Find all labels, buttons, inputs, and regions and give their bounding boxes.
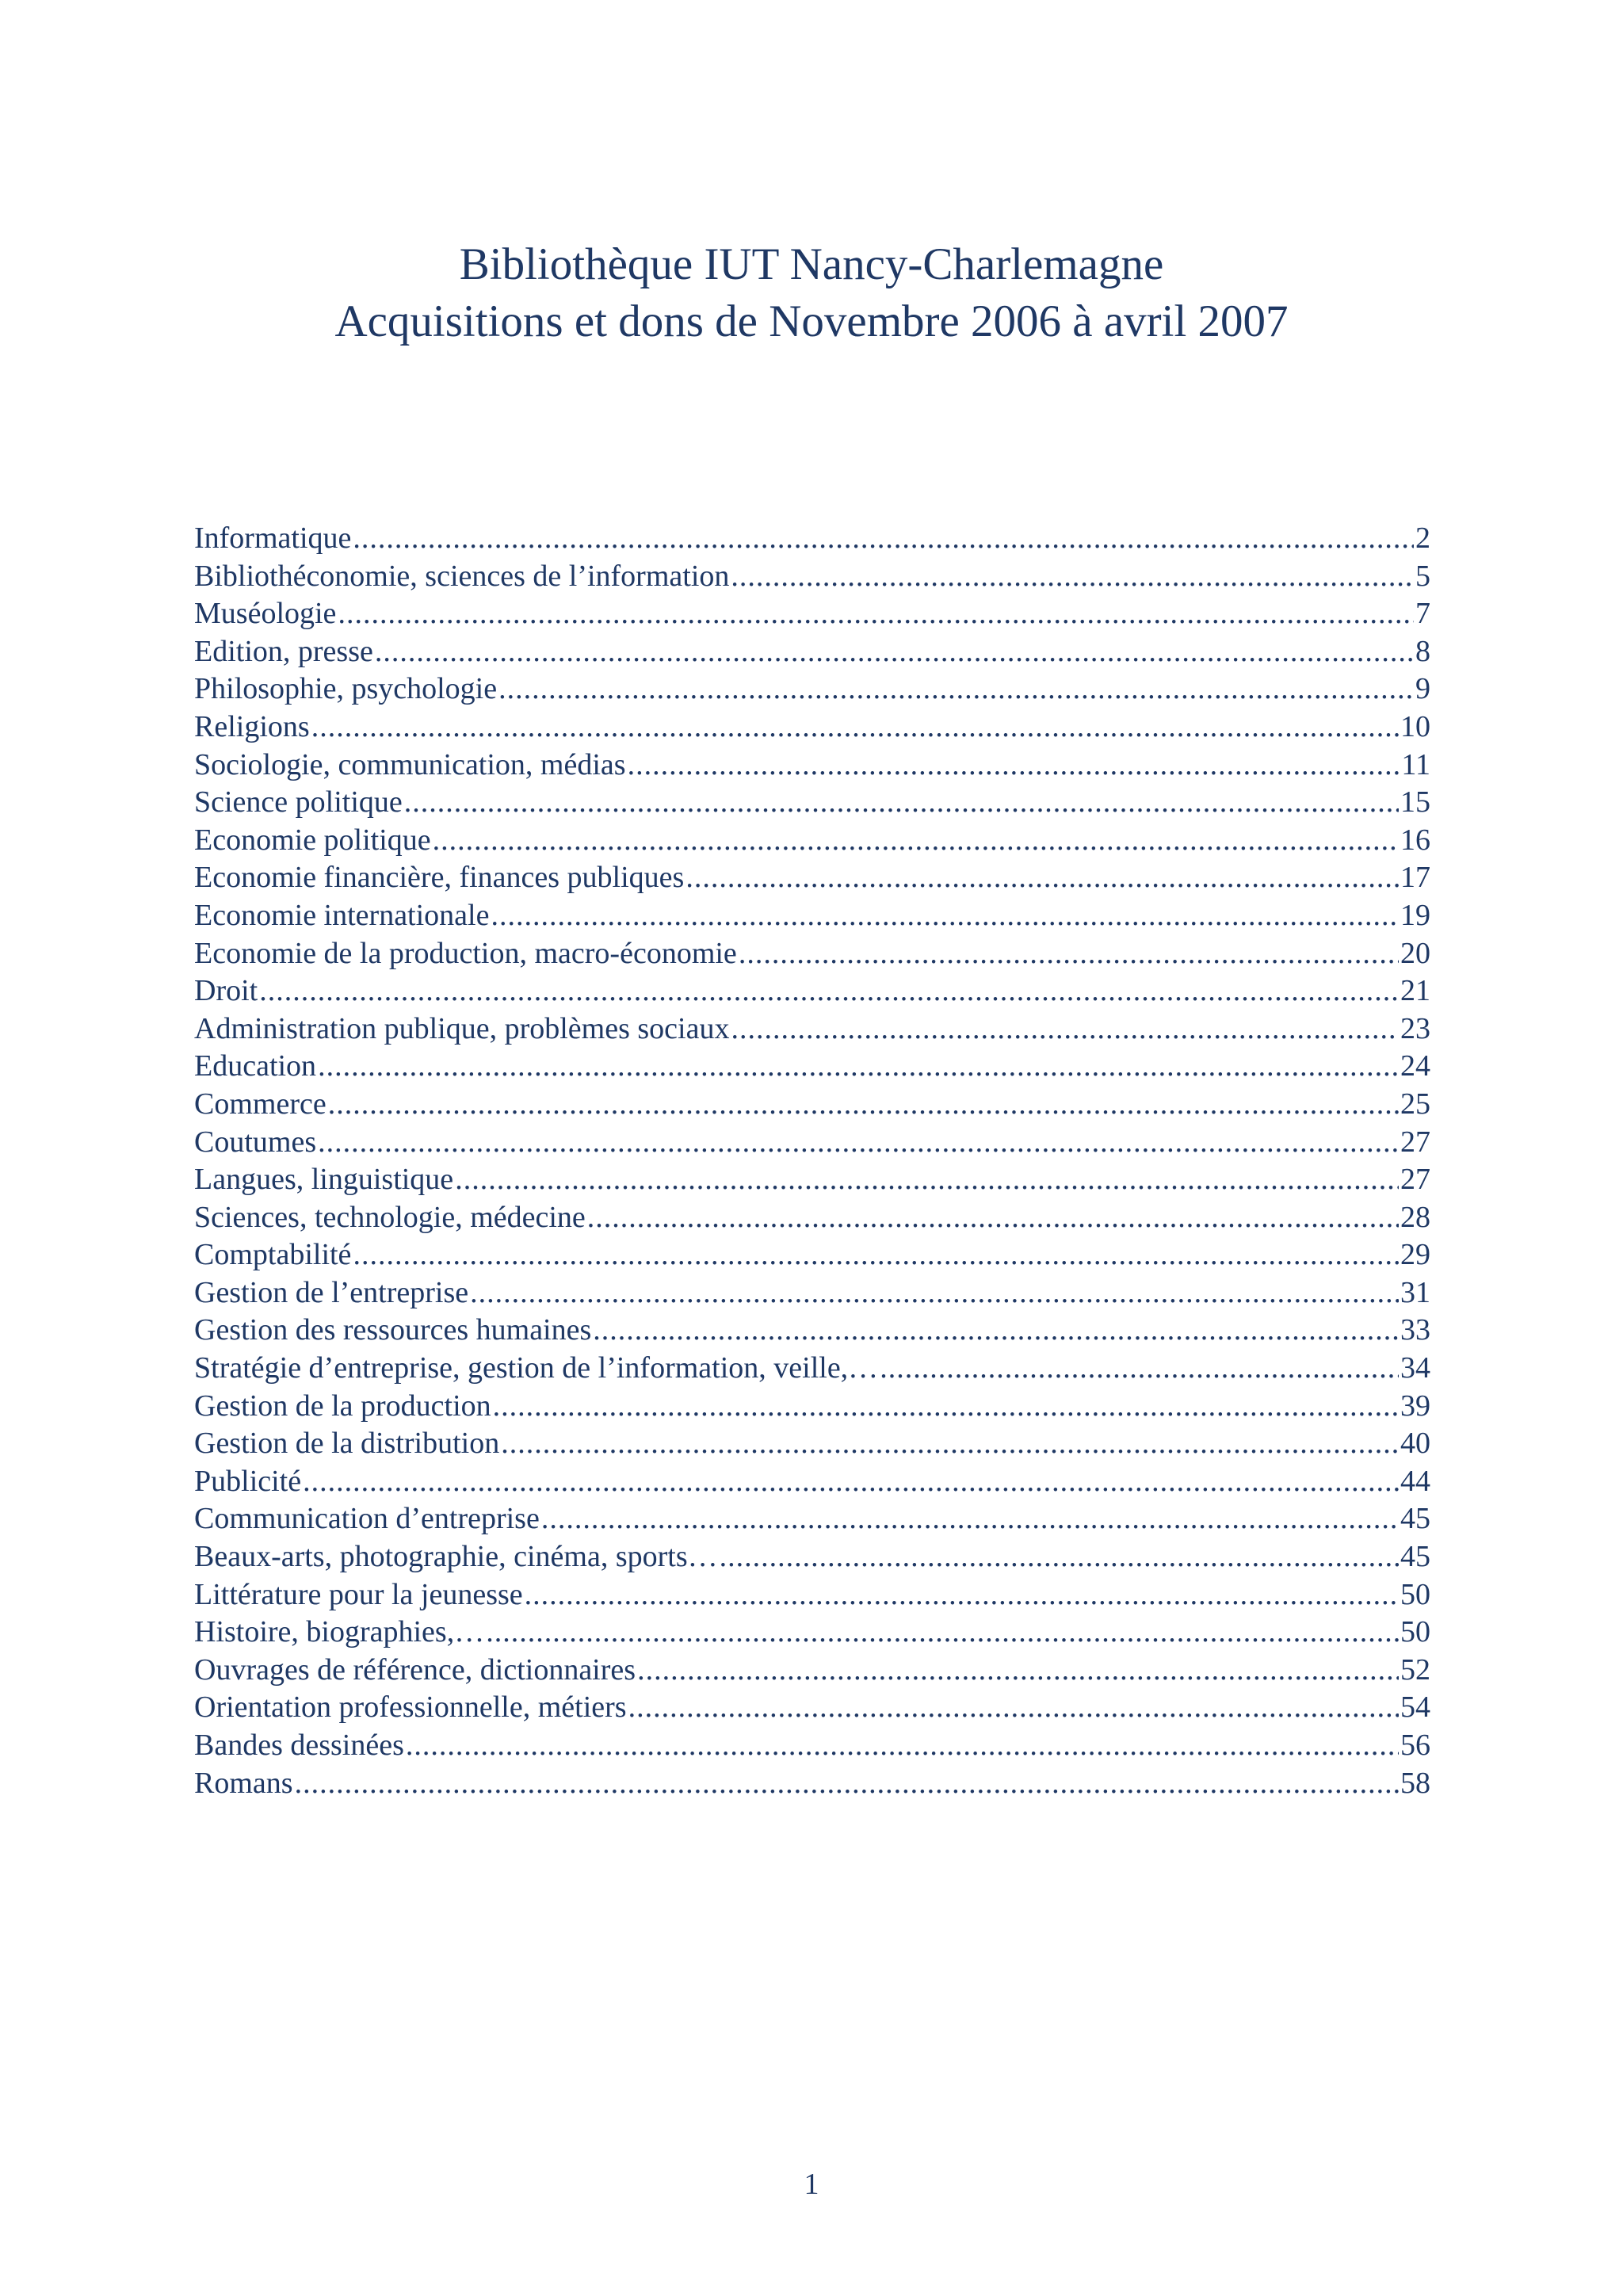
toc-entry[interactable]	[194, 972, 1430, 1010]
toc-entry-page: 11	[1401, 747, 1430, 781]
toc-entry-label: Bibliothéconomie, sciences de l’information	[194, 559, 730, 593]
toc-dot-leader	[353, 520, 1414, 558]
toc-entry[interactable]	[194, 1500, 1430, 1538]
toc-entry-label: Informatique	[194, 521, 352, 555]
toc-entry-page: 45	[1400, 1502, 1430, 1536]
toc-entry-label: Romans	[194, 1766, 293, 1800]
toc-entry-page: 50	[1400, 1577, 1430, 1611]
toc-dot-leader	[731, 558, 1414, 596]
toc-entry-label: Gestion des ressources humaines	[194, 1313, 592, 1347]
toc-entry-page: 25	[1400, 1087, 1430, 1121]
toc-entry[interactable]	[194, 747, 1430, 785]
toc-dot-leader	[406, 1727, 1399, 1765]
toc-entry[interactable]	[194, 1199, 1430, 1237]
toc-entry-page: 34	[1400, 1351, 1430, 1385]
toc-entry[interactable]	[194, 822, 1430, 860]
toc-entry-page: 20	[1400, 936, 1430, 970]
toc-entry-label: Coutumes	[194, 1125, 317, 1159]
toc-entry-label: Gestion de la production	[194, 1389, 491, 1423]
toc-entry-label: Religions	[194, 709, 310, 743]
toc-dot-leader	[338, 595, 1414, 633]
toc-dot-leader	[525, 1576, 1399, 1614]
toc-entry-page: 56	[1400, 1729, 1430, 1762]
toc-entry[interactable]	[194, 1161, 1430, 1199]
toc-entry-label: Economie politique	[194, 823, 431, 857]
toc-entry-page: 54	[1400, 1690, 1430, 1725]
toc-entry[interactable]	[194, 1727, 1430, 1765]
toc-entry-page: 21	[1400, 974, 1430, 1008]
toc-entry-page: 15	[1400, 785, 1430, 819]
toc-entry[interactable]	[194, 1765, 1430, 1803]
toc-entry-page: 17	[1400, 861, 1430, 895]
toc-entry[interactable]	[194, 520, 1430, 558]
toc-dot-leader	[493, 1388, 1399, 1426]
toc-entry-page: 27	[1400, 1125, 1430, 1159]
toc-dot-leader	[637, 1652, 1399, 1690]
toc-entry[interactable]	[194, 1425, 1430, 1463]
toc-entry-page: 9	[1415, 672, 1430, 706]
toc-entry-page: 52	[1400, 1652, 1430, 1687]
toc-entry-label: Administration publique, problèmes sociaux	[194, 1011, 730, 1045]
toc-entry[interactable]	[194, 1010, 1430, 1049]
toc-dot-leader	[311, 709, 1399, 747]
toc-dot-leader	[328, 1086, 1399, 1124]
toc-entry-label: Economie internationale	[194, 898, 490, 932]
toc-dot-leader	[541, 1500, 1399, 1538]
toc-entry[interactable]	[194, 1048, 1430, 1086]
toc-entry-label: Langues, linguistique	[194, 1163, 454, 1197]
toc-entry-page: 33	[1400, 1313, 1430, 1347]
toc-entry[interactable]	[194, 859, 1430, 897]
toc-entry[interactable]	[194, 1236, 1430, 1274]
toc-entry[interactable]	[194, 784, 1430, 822]
toc-entry-label: Bandes dessinées	[194, 1729, 404, 1762]
toc-entry-page: 24	[1400, 1049, 1430, 1083]
toc-entry[interactable]	[194, 1614, 1430, 1652]
toc-entry-page: 31	[1400, 1275, 1430, 1309]
toc-entry-label: Stratégie d’entreprise, gestion de l’information, veille,…	[194, 1351, 879, 1385]
toc-entry-label: Edition, presse	[194, 634, 373, 668]
toc-entry-label: Sociologie, communication, médias	[194, 747, 626, 781]
toc-entry-page: 10	[1400, 709, 1430, 743]
toc-entry-label: Gestion de la distribution	[194, 1427, 500, 1461]
toc-entry[interactable]	[194, 633, 1430, 671]
toc-dot-leader	[501, 1425, 1399, 1463]
page-number: 1	[804, 2168, 819, 2201]
toc-entry-label: Littérature pour la jeunesse	[194, 1577, 523, 1611]
toc-entry[interactable]	[194, 595, 1430, 633]
toc-entry-page: 50	[1400, 1615, 1430, 1649]
toc-entry[interactable]	[194, 935, 1430, 973]
toc-entry[interactable]	[194, 1350, 1430, 1388]
toc-entry[interactable]	[194, 1576, 1430, 1614]
toc-dot-leader	[295, 1765, 1399, 1803]
toc-entry-label: Orientation professionnelle, métiers	[194, 1690, 627, 1725]
toc-dot-leader	[486, 1614, 1399, 1652]
toc-entry-page: 5	[1415, 559, 1430, 593]
toc-dot-leader	[628, 1689, 1399, 1727]
title-line-1: Bibliothèque IUT Nancy-Charlemagne	[459, 239, 1164, 289]
toc-entry-label: Philosophie, psychologie	[194, 672, 498, 706]
toc-entry-label: Droit	[194, 974, 258, 1008]
toc-entry-page: 19	[1400, 898, 1430, 932]
toc-entry[interactable]	[194, 558, 1430, 596]
toc-entry[interactable]	[194, 1538, 1430, 1576]
toc-entry-page: 58	[1400, 1766, 1430, 1800]
toc-entry-page: 29	[1400, 1238, 1430, 1272]
toc-dot-leader	[628, 747, 1400, 785]
toc-entry[interactable]	[194, 897, 1430, 935]
toc-dot-leader	[739, 935, 1399, 973]
toc-entry-label: Histoire, biographies,…	[194, 1615, 485, 1649]
toc-entry-label: Economie de la production, macro-économie	[194, 936, 737, 970]
toc-entry-page: 28	[1400, 1200, 1430, 1234]
toc-dot-leader	[491, 897, 1399, 935]
toc-entry[interactable]	[194, 1274, 1430, 1312]
toc-dot-leader	[593, 1312, 1399, 1350]
toc-dot-leader	[470, 1274, 1399, 1312]
toc-dot-leader	[353, 1236, 1399, 1274]
toc-dot-leader	[375, 633, 1414, 671]
toc-entry-page: 16	[1400, 823, 1430, 857]
toc-entry-label: Comptabilité	[194, 1238, 352, 1272]
toc-entry-label: Science politique	[194, 785, 403, 819]
toc-entry[interactable]	[194, 1388, 1430, 1426]
toc-dot-leader	[880, 1350, 1399, 1388]
document-title	[0, 236, 1623, 350]
toc-dot-leader	[404, 784, 1399, 822]
toc-entry-page: 23	[1400, 1011, 1430, 1045]
toc-entry-page: 7	[1415, 597, 1430, 631]
toc-entry[interactable]	[194, 670, 1430, 709]
toc-entry-label: Gestion de l’entreprise	[194, 1275, 469, 1309]
toc-dot-leader	[433, 822, 1399, 860]
toc-entry-page: 44	[1400, 1464, 1430, 1498]
toc-entry[interactable]	[194, 709, 1430, 747]
toc-entry[interactable]	[194, 1086, 1430, 1124]
toc-dot-leader	[498, 670, 1414, 709]
toc-dot-leader	[259, 972, 1399, 1010]
toc-dot-leader	[455, 1161, 1399, 1199]
toc-entry[interactable]	[194, 1689, 1430, 1727]
title-line-2: Acquisitions et dons de Novembre 2006 à avril 2007	[334, 296, 1289, 346]
toc-dot-leader	[720, 1538, 1399, 1576]
toc-dot-leader	[303, 1463, 1399, 1501]
toc-dot-leader	[685, 859, 1399, 897]
toc-entry[interactable]	[194, 1463, 1430, 1501]
toc-dot-leader	[318, 1048, 1399, 1086]
toc-entry-page: 40	[1400, 1427, 1430, 1461]
toc-entry-page: 39	[1400, 1389, 1430, 1423]
toc-entry-label: Communication d’entreprise	[194, 1502, 540, 1536]
toc-dot-leader	[731, 1010, 1399, 1049]
toc-dot-leader	[318, 1124, 1399, 1162]
toc-entry-page: 27	[1400, 1163, 1430, 1197]
toc-entry[interactable]	[194, 1652, 1430, 1690]
table-of-contents	[194, 520, 1430, 1802]
toc-entry-page: 8	[1415, 634, 1430, 668]
toc-entry-page: 45	[1400, 1540, 1430, 1574]
toc-entry[interactable]	[194, 1124, 1430, 1162]
toc-entry-label: Ouvrages de référence, dictionnaires	[194, 1652, 636, 1687]
toc-entry-label: Education	[194, 1049, 317, 1083]
toc-entry-label: Economie financière, finances publiques	[194, 861, 685, 895]
toc-entry-label: Publicité	[194, 1464, 302, 1498]
toc-dot-leader	[587, 1199, 1399, 1237]
toc-entry-label: Beaux-arts, photographie, cinéma, sports…	[194, 1540, 718, 1574]
toc-entry-label: Muséologie	[194, 597, 337, 631]
toc-entry-label: Sciences, technologie, médecine	[194, 1200, 586, 1234]
toc-entry[interactable]	[194, 1312, 1430, 1350]
toc-entry-page: 2	[1415, 521, 1430, 555]
toc-entry-label: Commerce	[194, 1087, 327, 1121]
